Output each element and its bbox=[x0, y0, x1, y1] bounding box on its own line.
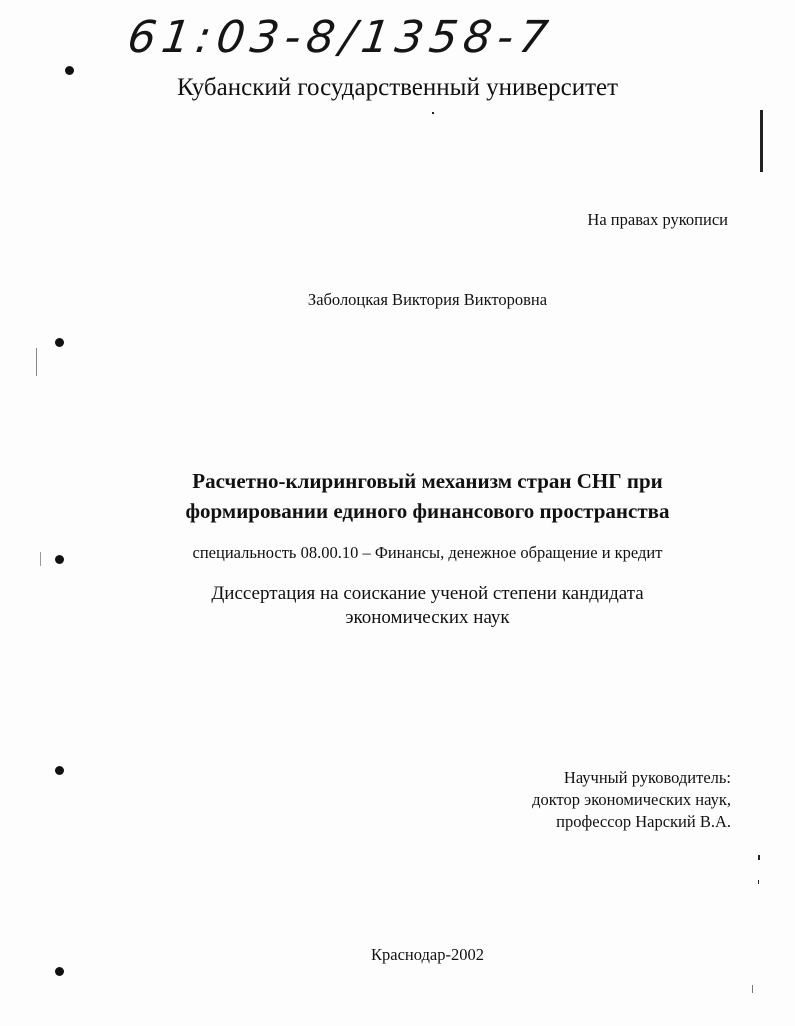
supervisor-line-2: доктор экономических наук, bbox=[532, 790, 731, 809]
supervisor-line-3: профессор Нарский В.А. bbox=[556, 812, 731, 831]
scan-edge-mark bbox=[40, 552, 41, 566]
scan-edge-mark bbox=[758, 855, 760, 860]
binder-hole-dot bbox=[55, 967, 64, 976]
binder-hole-dot bbox=[65, 66, 74, 75]
scan-edge-mark bbox=[760, 110, 763, 172]
supervisor-block bbox=[532, 767, 731, 833]
degree-statement bbox=[0, 582, 795, 630]
degree-line-2: экономических наук bbox=[345, 607, 510, 628]
binder-hole-dot bbox=[55, 555, 64, 564]
supervisor-line-1: Научный руководитель: bbox=[563, 768, 731, 787]
degree-line-1: Диссертация на соискание ученой степени кандидата bbox=[211, 583, 644, 604]
scan-edge-mark bbox=[36, 348, 37, 376]
scan-speck bbox=[432, 112, 434, 114]
city-year: Краснодар-2002 bbox=[371, 945, 484, 964]
scan-edge-mark bbox=[752, 985, 753, 993]
binder-hole-dot bbox=[55, 338, 64, 347]
specialty: специальность 08.00.10 – Финансы, денежное обращение и кредит bbox=[192, 543, 663, 562]
handwritten-archive-code: 61:03-8/1358-7 bbox=[124, 12, 557, 63]
dissertation-title bbox=[0, 466, 795, 526]
rights-note: На правах рукописи bbox=[587, 210, 728, 229]
author-name: Заболоцкая Виктория Викторовна bbox=[307, 290, 548, 309]
title-line-1: Расчетно-клиринговый механизм стран СНГ при bbox=[192, 469, 663, 493]
university-name: Кубанский государственный университет bbox=[176, 74, 619, 101]
title-line-2: формировании единого финансового пространства bbox=[185, 499, 670, 523]
binder-hole-dot bbox=[55, 766, 64, 775]
scan-edge-mark bbox=[758, 880, 759, 884]
